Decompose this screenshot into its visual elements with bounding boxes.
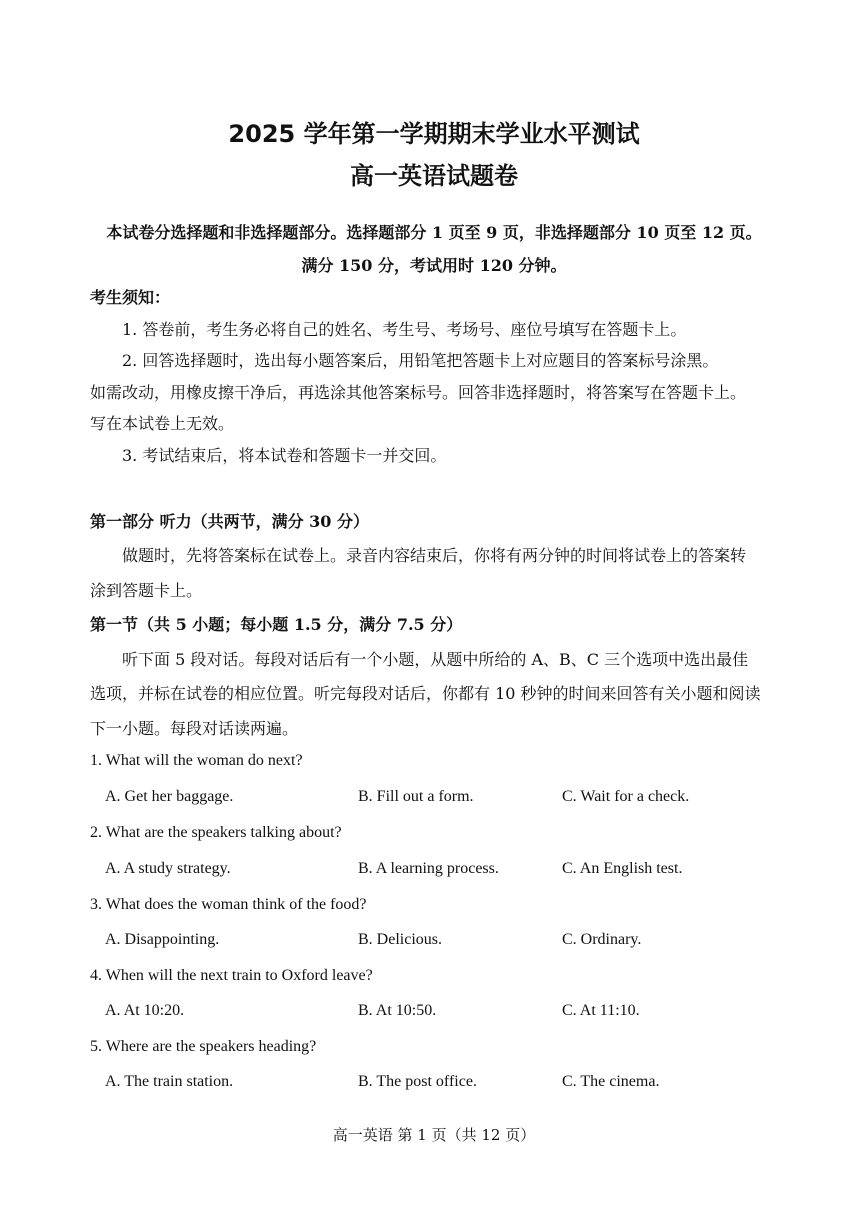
part1-heading: 第一部分 听力（共两节，满分 30 分） <box>90 512 369 531</box>
question-2: 2. What are the speakers talking about? <box>90 824 342 841</box>
question-3: 3. What does the woman think of the food? <box>90 896 367 913</box>
part1-desc-2: 涂到答题卡上。 <box>90 581 203 600</box>
intro-line-2: 满分 150 分，考试用时 120 分钟。 <box>301 256 567 275</box>
question-5: 5. Where are the speakers heading? <box>90 1038 317 1055</box>
option-1b: B. Fill out a form. <box>358 788 474 805</box>
option-5b: B. The post office. <box>358 1073 477 1090</box>
notice-item-2-cont2: 写在本试卷上无效。 <box>90 414 235 433</box>
intro-line-1: 本试卷分选择题和非选择题部分。选择题部分 1 页至 9 页，非选择题部分 10 页至 12 页。 <box>106 223 762 242</box>
question-1: 1. What will the woman do next? <box>90 752 303 769</box>
part1-desc-1: 做题时，先将答案标在试卷上。录音内容结束后，你将有两分钟的时间将试卷上的答案转 <box>122 546 747 565</box>
section1-heading: 第一节（共 5 小题；每小题 1.5 分，满分 7.5 分） <box>90 615 463 634</box>
option-4a: A. At 10:20. <box>105 1002 185 1019</box>
option-3a: A. Disappointing. <box>105 931 220 948</box>
option-4b: B. At 10:50. <box>358 1002 437 1019</box>
exam-subtitle: 高一英语试题卷 <box>350 162 518 190</box>
option-3b: B. Delicious. <box>358 931 442 948</box>
notice-item-2: 2. 回答选择题时，选出每小题答案后，用铅笔把答题卡上对应题目的答案标号涂黑。 <box>122 351 719 370</box>
option-3c: C. Ordinary. <box>562 931 642 948</box>
section1-desc-2: 选项，并标在试卷的相应位置。听完每段对话后，你都有 10 秒钟的时间来回答有关小题和阅读 <box>90 684 761 703</box>
option-2c: C. An English test. <box>562 860 683 877</box>
notice-item-1: 1. 答卷前，考生务必将自己的姓名、考生号、考场号、座位号填写在答题卡上。 <box>122 320 687 339</box>
section1-desc-1: 听下面 5 段对话。每段对话后有一个小题，从题中所给的 A、B、C 三个选项中选出最佳 <box>122 650 749 669</box>
option-5c: C. The cinema. <box>562 1073 660 1090</box>
notice-item-3: 3. 考试结束后，将本试卷和答题卡一并交回。 <box>122 446 447 465</box>
question-4: 4. When will the next train to Oxford leave? <box>90 967 373 984</box>
option-1c: C. Wait for a check. <box>562 788 690 805</box>
notice-item-2-cont: 如需改动，用橡皮擦干净后，再选涂其他答案标号。回答非选择题时，将答案写在答题卡上。 <box>90 383 747 402</box>
section1-desc-3: 下一小题。每段对话读两遍。 <box>90 719 299 738</box>
option-2b: B. A learning process. <box>358 860 499 877</box>
option-1a: A. Get her baggage. <box>105 788 234 805</box>
notice-heading: 考生须知： <box>90 288 171 307</box>
exam-title: 2025 学年第一学期期末学业水平测试 <box>228 120 640 148</box>
option-5a: A. The train station. <box>105 1073 234 1090</box>
page-footer: 高一英语 第 1 页（共 12 页） <box>332 1126 536 1144</box>
option-2a: A. A study strategy. <box>105 860 231 877</box>
option-4c: C. At 11:10. <box>562 1002 640 1019</box>
